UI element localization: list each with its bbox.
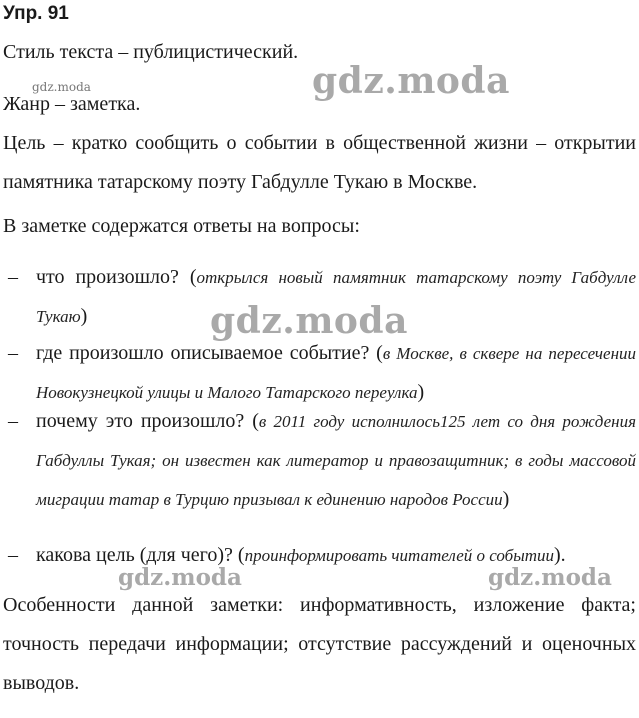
question-text: где произошло описываемое событие? ( (36, 342, 383, 364)
question-text: что произошло? ( (36, 266, 197, 288)
answer-text: в Москве, в сквере на пересечении Новокузнецкой улицы и Малого Татарского переулка (36, 344, 637, 402)
answer-text: в 2011 году исполнилось125 лет со дня рождения Габдуллы Тукая; он известен как литератор и правозащитник; в годы массовой миграции татар в Турцию призывал к единению народов России (36, 412, 636, 509)
question-item (36, 402, 636, 519)
item-dash: – (8, 266, 18, 288)
watermark: gdz.moda (118, 564, 242, 591)
watermark-small: gdz.moda (32, 80, 91, 94)
item-dash: – (8, 342, 18, 364)
closing-paren: ) (417, 381, 425, 403)
closing-paren: ) (502, 488, 510, 510)
watermark: gdz.moda (488, 564, 612, 591)
question-text: какова цель (для чего)? ( (36, 544, 245, 566)
exercise-title: Упр. 91 (3, 3, 69, 24)
answer-text: открылся новый памятник татарскому поэту Габдулле Тукаю (36, 268, 636, 326)
watermark: gdz.moda (312, 60, 510, 102)
answer-text: проинформировать читателей о событии (244, 546, 555, 565)
closing-paren: ). (554, 544, 566, 566)
genre-line: Жанр – заметка. (3, 93, 141, 115)
item-dash: – (8, 410, 18, 432)
questions-intro: В заметке содержатся ответы на вопросы: (3, 215, 360, 237)
question-text: почему это произошло? ( (36, 410, 259, 432)
closing-paren: ) (80, 305, 88, 327)
item-dash: – (8, 544, 18, 566)
question-item (36, 334, 636, 412)
watermark: gdz.moda (210, 300, 408, 342)
conclusion-paragraph: Особенности данной заметки: информативность, изложение факта; точность передачи информации; отсутствие рассуждений и оценочных выводов. (3, 594, 636, 694)
goal-paragraph: Цель – кратко сообщить о событии в общественной жизни – открытии памятника татарскому поэту Габдулле Тукаю в Москве. (3, 132, 636, 193)
style-line: Стиль текста – публицистический. (3, 41, 299, 63)
